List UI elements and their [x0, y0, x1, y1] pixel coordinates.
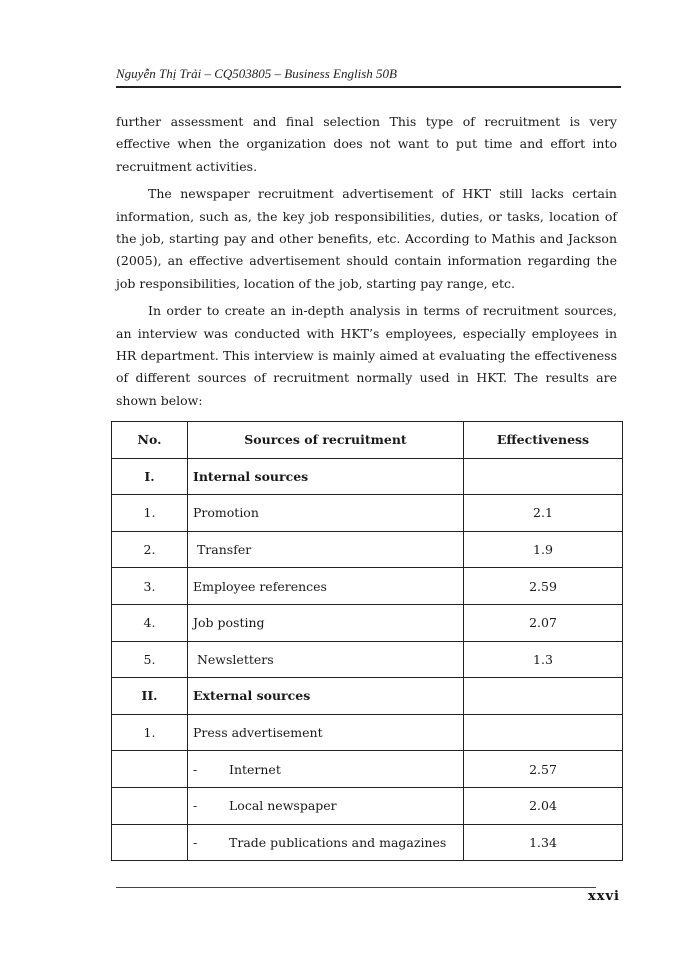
row-no	[112, 751, 188, 788]
row-source-label: Press advertisement	[193, 725, 323, 741]
row-no: I.	[112, 458, 188, 495]
row-source	[188, 678, 464, 715]
row-no	[112, 824, 188, 861]
row-value: 2.07	[464, 604, 623, 641]
paragraph: In order to create an in-depth analysis in terms of recruitment sources, an interview was conducted with HKT’s employees, especially employees in HR department. This interview is mainly aimed at evaluating the effectiveness of different sources of recruitment normally used in HKT. The results are shown below:	[116, 303, 617, 408]
header-source: Sources of recruitment	[188, 422, 464, 459]
page-number: xxvi	[588, 889, 620, 904]
table-row	[112, 824, 623, 861]
row-source-label: External sources	[193, 688, 311, 704]
row-source	[188, 787, 464, 824]
row-value: 2.59	[464, 568, 623, 605]
row-no: 1.	[112, 714, 188, 751]
row-value: 2.1	[464, 495, 623, 532]
row-source	[188, 568, 464, 605]
row-source-label: Internal sources	[193, 468, 309, 484]
row-source-label: Promotion	[193, 505, 259, 521]
row-source-label: Internet	[229, 761, 281, 777]
header-effectiveness: Effectiveness	[464, 422, 623, 459]
table-header-row	[112, 422, 623, 459]
row-no: 4.	[112, 604, 188, 641]
row-value: 1.9	[464, 531, 623, 568]
footer-rule	[116, 887, 596, 888]
row-source-label: Employee references	[193, 578, 327, 594]
row-value: 1.34	[464, 824, 623, 861]
row-source	[188, 714, 464, 751]
table-row	[112, 458, 623, 495]
table-row	[112, 751, 623, 788]
table-row	[112, 604, 623, 641]
paragraph: The newspaper recruitment advertisement of HKT still lacks certain information, such as, the key job responsibilities, duties, or tasks, location of the job, starting pay and other benefits, etc. According to Mathis and Jackson (2005), an effective advertisement should contain information regarding the job responsibilities, location of the job, starting pay range, etc.	[116, 186, 617, 291]
row-source	[188, 458, 464, 495]
row-source	[188, 751, 464, 788]
row-no: 3.	[112, 568, 188, 605]
table-row	[112, 568, 623, 605]
row-source-label: Local newspaper	[229, 798, 337, 814]
row-source-label: Trade publications and magazines	[229, 834, 447, 850]
row-source-label: Transfer	[193, 542, 252, 558]
row-dash: -	[193, 761, 198, 777]
row-no: 2.	[112, 531, 188, 568]
row-source	[188, 641, 464, 678]
body-text	[116, 111, 617, 417]
table-row	[112, 641, 623, 678]
table-row	[112, 531, 623, 568]
row-dash: -	[193, 798, 198, 814]
table-row	[112, 787, 623, 824]
table-row	[112, 678, 623, 715]
row-source	[188, 824, 464, 861]
table-row	[112, 495, 623, 532]
table-row	[112, 714, 623, 751]
header-no: No.	[112, 422, 188, 459]
row-value	[464, 678, 623, 715]
row-source-label: Newsletters	[193, 651, 274, 667]
row-no: 1.	[112, 495, 188, 532]
running-header: Nguyễn Thị Trải – CQ503805 – Business English 50B	[116, 66, 397, 81]
row-value	[464, 714, 623, 751]
row-no: II.	[112, 678, 188, 715]
row-no	[112, 787, 188, 824]
row-value: 1.3	[464, 641, 623, 678]
header-rule	[116, 86, 621, 88]
row-dash: -	[193, 834, 198, 850]
row-source-label: Job posting	[193, 615, 265, 631]
row-source	[188, 604, 464, 641]
row-value	[464, 458, 623, 495]
paragraph: further assessment and final selection This type of recruitment is very effective when the organization does not want to put time and effort into recruitment activities.	[116, 114, 617, 174]
row-source	[188, 531, 464, 568]
row-value: 2.57	[464, 751, 623, 788]
row-no: 5.	[112, 641, 188, 678]
row-source	[188, 495, 464, 532]
recruitment-sources-table	[111, 421, 623, 861]
row-value: 2.04	[464, 787, 623, 824]
